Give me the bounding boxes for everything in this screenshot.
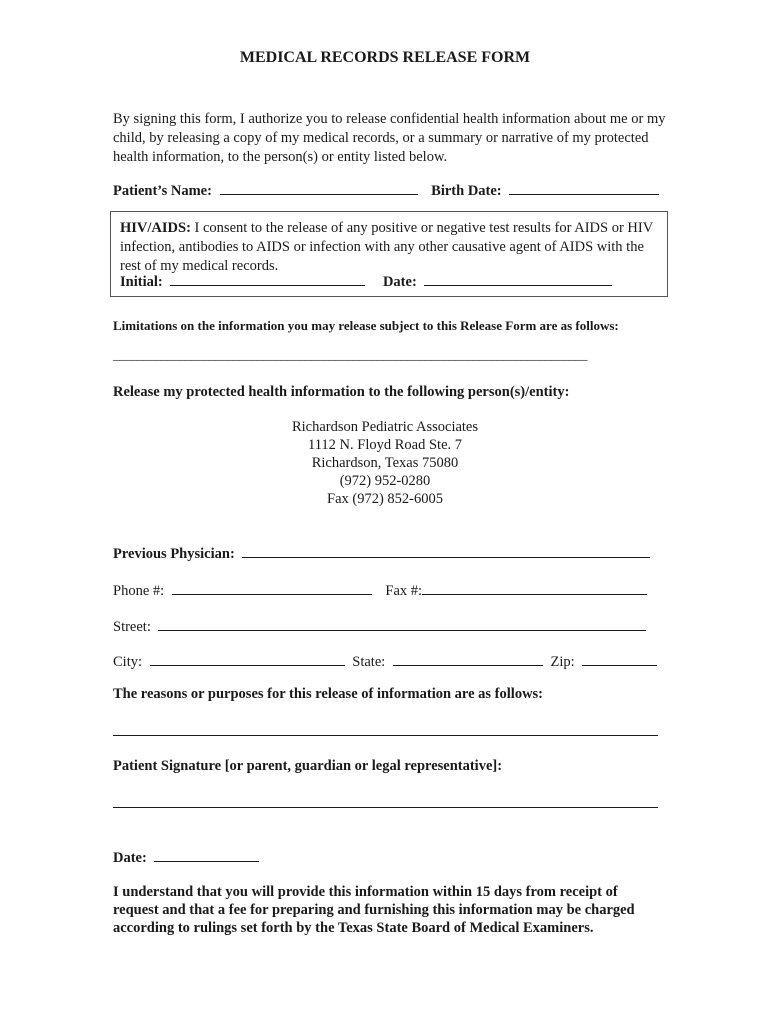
fax-label: Fax #: (385, 583, 423, 599)
city-state-zip-row (113, 651, 657, 671)
state-label: State: (352, 654, 386, 670)
birth-date-field[interactable] (509, 180, 659, 195)
hiv-initial-row (120, 271, 612, 291)
intro-paragraph: By signing this form, I authorize you to release confidential health information about me or my child, by releasing a copy of my medical records, or a summary or narrative of my protected health information, to the person(s) or entity listed below. (113, 111, 666, 165)
form-title: MEDICAL RECORDS RELEASE FORM (239, 49, 531, 66)
hiv-consent-text (120, 219, 662, 276)
hiv-body: I consent to the release of any positive or negative test results for AIDS or HIV infection, antibodies to AIDS or infection with any other causative agent of AIDS with the rest of my medical records. (120, 220, 653, 274)
limitations-label: Limitations on the information you may release subject to this Release Form are as follows: (113, 318, 619, 333)
phone-field[interactable] (172, 580, 372, 595)
state-field[interactable] (393, 651, 543, 666)
recipient-street: 1112 N. Floyd Road Ste. 7 (308, 437, 462, 453)
signature-label: Patient Signature [or parent, guardian or legal representative]: (113, 758, 503, 774)
signature-date-label: Date: (113, 850, 147, 866)
physician-row (113, 543, 650, 563)
birth-date-label: Birth Date: (431, 183, 502, 199)
recipient-city: Richardson, Texas 75080 (311, 455, 459, 471)
notice-paragraph: I understand that you will provide this information within 15 days from receipt of request and that a fee for preparing and furnishing this information may be charged according to rulings set forth by the Texas State Board of Medical Examiners. (113, 884, 635, 936)
hiv-date-field[interactable] (424, 271, 612, 286)
initial-field[interactable] (170, 271, 365, 286)
recipient-fax: Fax (972) 852-6005 (327, 491, 443, 507)
reasons-label: The reasons or purposes for this release of information are as follows: (113, 686, 544, 702)
phone-fax-row (113, 580, 647, 600)
initial-label: Initial: (120, 274, 163, 290)
city-label: City: (113, 654, 143, 670)
street-row (113, 616, 646, 636)
fax-field[interactable] (422, 580, 647, 595)
recipient-phone: (972) 952-0280 (339, 473, 431, 489)
recipient-name: Richardson Pediatric Associates (291, 419, 479, 435)
street-field[interactable] (158, 616, 646, 631)
phone-label: Phone #: (113, 583, 165, 599)
patient-name-label: Patient’s Name: (113, 183, 212, 199)
patient-row (113, 180, 659, 200)
previous-physician-label: Previous Physician: (113, 546, 235, 562)
hiv-date-label: Date: (382, 274, 417, 290)
city-field[interactable] (150, 651, 345, 666)
limitations-field[interactable]: _______________________________________________________________________________ (113, 347, 587, 362)
release-to-label: Release my protected health information to the following person(s)/entity: (113, 384, 570, 400)
signature-field[interactable] (113, 807, 658, 808)
street-label: Street: (113, 619, 151, 635)
previous-physician-field[interactable] (242, 543, 650, 558)
hiv-heading: HIV/AIDS: (120, 220, 191, 236)
signature-date-field[interactable] (154, 847, 259, 862)
zip-label: Zip: (550, 654, 575, 670)
zip-field[interactable] (582, 651, 657, 666)
signature-date-row (113, 847, 259, 867)
patient-name-field[interactable] (220, 180, 418, 195)
reasons-field[interactable] (113, 735, 658, 736)
